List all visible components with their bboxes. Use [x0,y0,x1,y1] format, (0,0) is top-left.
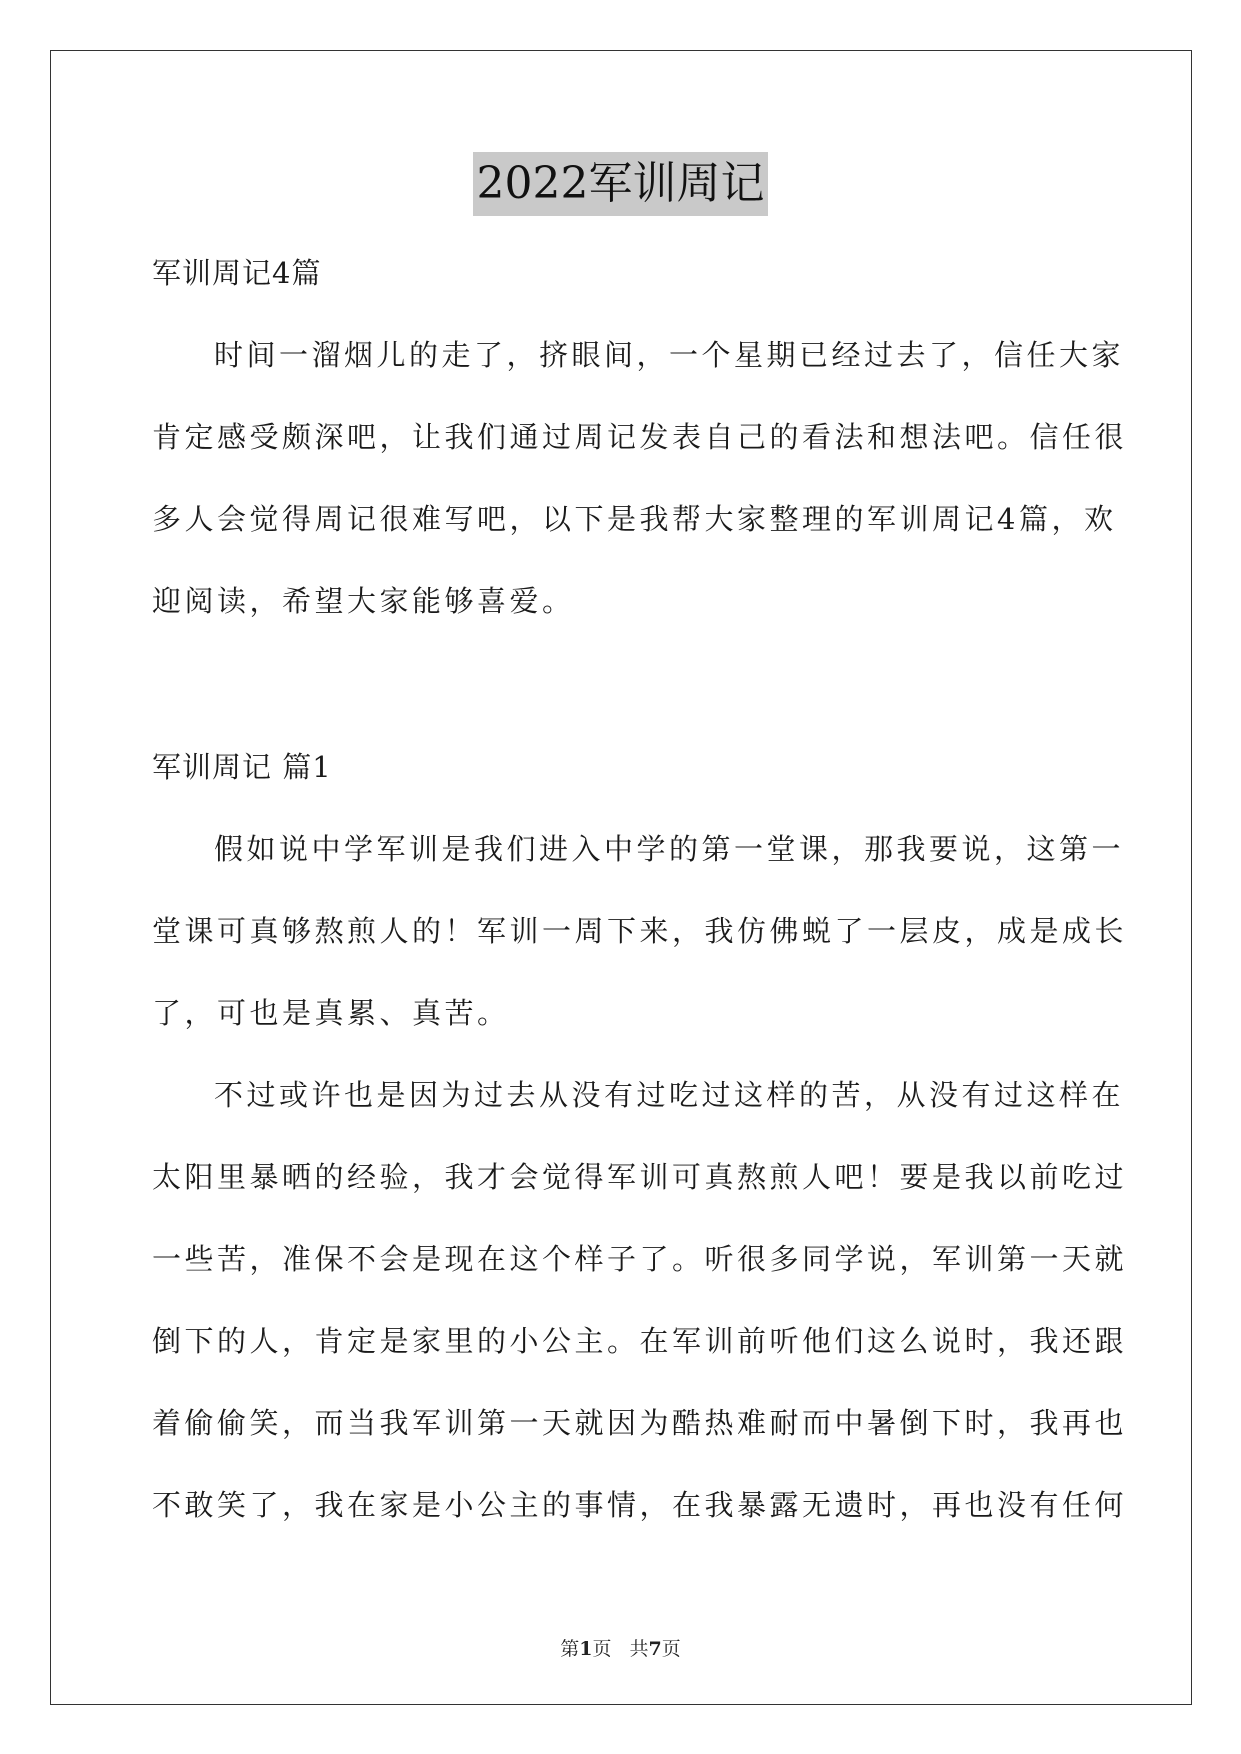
paragraph-line: 肯定感受颇深吧，让我们通过周记发表自己的看法和想法吧。信任很 [152,420,1128,454]
paragraph-line: 多人会觉得周记很难写吧，以下是我帮大家整理的军训周记4篇，欢 [152,502,1117,536]
intro-paragraph [152,314,1128,642]
paragraph-line: 堂课可真够熬煎人的！军训一周下来，我仿佛蜕了一层皮，成是成长 [152,914,1128,948]
paragraph-line: 假如说中学军训是我们进入中学的第一堂课，那我要说，这第一 [214,832,1125,866]
paragraph-line: 太阳里暴晒的经验，我才会觉得军训可真熬煎人吧！要是我以前吃过 [152,1160,1128,1194]
intro-heading: 军训周记4篇 [152,256,322,290]
page-suffix: 页 [592,1638,612,1660]
page-footer [0,1634,1241,1661]
paragraph-line: 不过或许也是因为过去从没有过吃过这样的苦，从没有过这样在 [214,1078,1125,1112]
page-current: 1 [579,1638,593,1660]
section-paragraph-2 [152,1054,1128,1546]
paragraph-line: 时间一溜烟儿的走了，挤眼间，一个星期已经过去了，信任大家 [214,338,1125,372]
section-paragraph-1 [152,808,1128,1054]
total-prefix: 共 [629,1638,649,1660]
total-suffix: 页 [661,1638,681,1660]
document-title: 2022军训周记 [473,152,769,216]
page-prefix: 第 [560,1638,580,1660]
paragraph-line: 迎阅读，希望大家能够喜爱。 [152,584,575,618]
document-body [152,232,1128,1546]
section-heading: 军训周记 篇1 [152,750,332,784]
paragraph-line: 着偷偷笑，而当我军训第一天就因为酷热难耐而中暑倒下时，我再也 [152,1406,1128,1440]
paragraph-line: 了，可也是真累、真苦。 [152,996,510,1030]
blank-line [152,642,1090,726]
paragraph-line: 一些苦，准保不会是现在这个样子了。听很多同学说，军训第一天就 [152,1242,1128,1276]
paragraph-line: 倒下的人，肯定是家里的小公主。在军训前听他们这么说时，我还跟 [152,1324,1128,1358]
page-total: 7 [648,1638,662,1660]
paragraph-line: 不敢笑了，我在家是小公主的事情，在我暴露无遗时，再也没有任何 [152,1488,1128,1522]
title-wrap [0,152,1241,216]
